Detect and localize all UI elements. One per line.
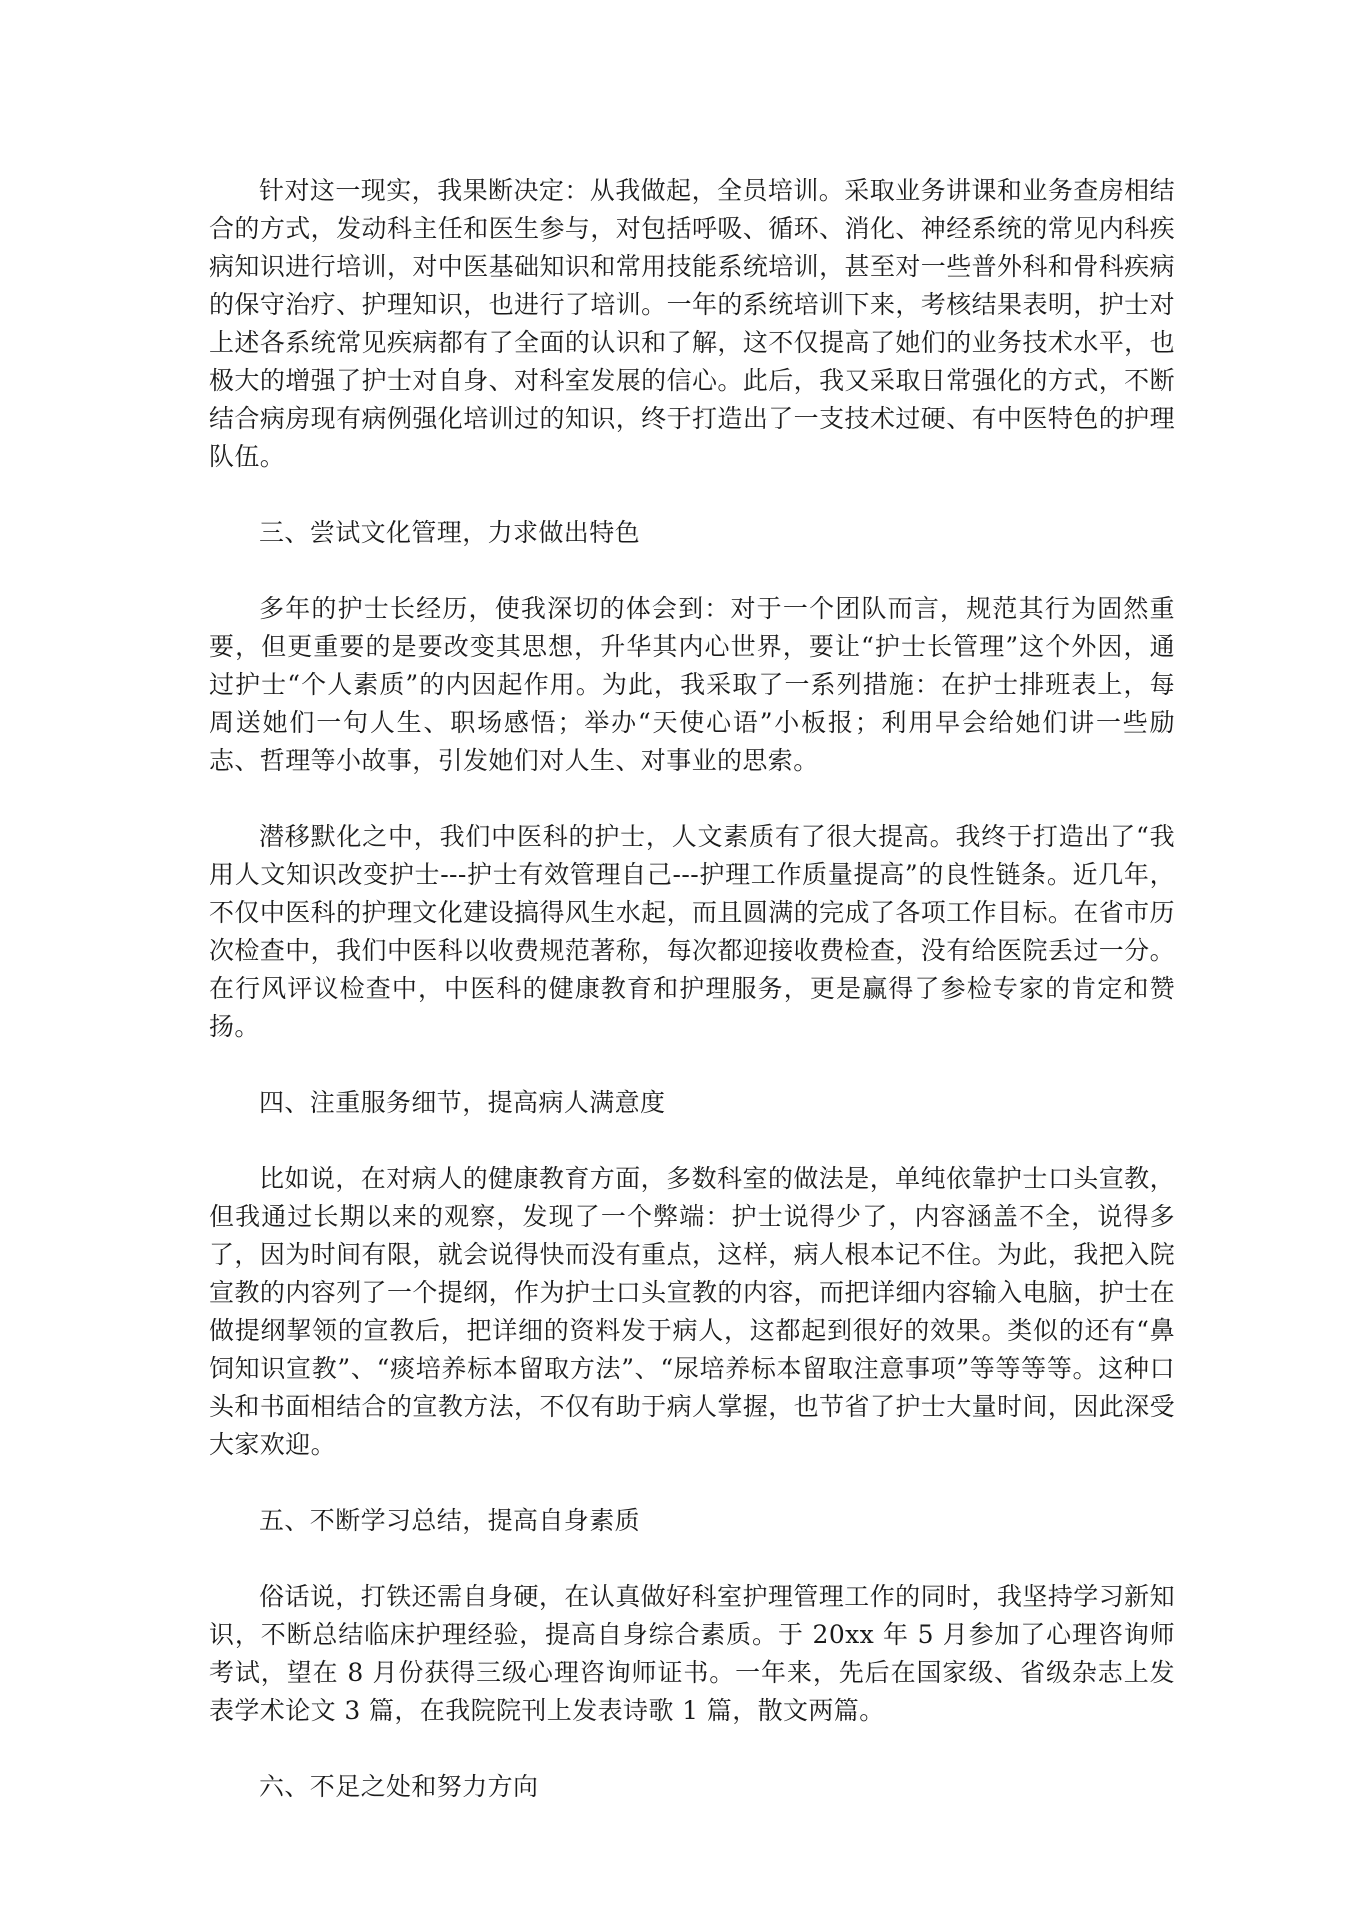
section-heading-6: 六、不足之处和努力方向 [259, 1772, 539, 1801]
section-heading-5: 五、不断学习总结，提高自身素质 [259, 1506, 641, 1535]
paragraph-self-study: 俗话说，打铁还需自身硬，在认真做好科室护理管理工作的同时，我坚持学习新知识，不断总结临床护理经验，提高自身综合素质。于 20xx 年 5 月参加了心理咨询师考试，望在 8 月份获得三级心理咨询师证书。一年来，先后在国家级、省级杂志上发表学术论文 3 篇，在我院院刊上发表诗歌 1 篇，散文两篇。 [209, 1582, 1175, 1725]
paragraph-training: 针对这一现实，我果断决定：从我做起，全员培训。采取业务讲课和业务查房相结合的方式，发动科主任和医生参与，对包括呼吸、循环、消化、神经系统的常见内科疾病知识进行培训，对中医基础知识和常用技能系统培训，甚至对一些普外科和骨科疾病的保守治疗、护理知识，也进行了培训。一年的系统培训下来，考核结果表明，护士对上述各系统常见疾病都有了全面的认识和了解，这不仅提高了她们的业务技术水平，也极大的增强了护士对自身、对科室发展的信心。此后，我又采取日常强化的方式，不断结合病房现有病例强化培训过的知识，终于打造出了一支技术过硬、有中医特色的护理队伍。 [209, 176, 1175, 471]
paragraph-culture-management: 多年的护士长经历，使我深切的体会到：对于一个团队而言，规范其行为固然重要，但更重要的是要改变其思想，升华其内心世界，要让“护士长管理”这个外因，通过护士“个人素质”的内因起作用。为此，我采取了一系列措施：在护士排班表上，每周送她们一句人生、职场感悟；举办“天使心语”小板报；利用早会给她们讲一些励志、哲理等小故事，引发她们对人生、对事业的思索。 [209, 594, 1175, 775]
paragraph-humanities: 潜移默化之中，我们中医科的护士，人文素质有了很大提高。我终于打造出了“我用人文知识改变护士---护士有效管理自己---护理工作质量提高”的良性链条。近几年，不仅中医科的护理文化建设搞得风生水起，而且圆满的完成了各项工作目标。在省市历次检查中，我们中医科以收费规范著称，每次都迎接收费检查，没有给医院丢过一分。在行风评议检查中，中医科的健康教育和护理服务，更是赢得了参检专家的肯定和赞扬。 [209, 822, 1175, 1041]
paragraph-health-education: 比如说，在对病人的健康教育方面，多数科室的做法是，单纯依靠护士口头宣教，但我通过长期以来的观察，发现了一个弊端：护士说得少了，内容涵盖不全，说得多了，因为时间有限，就会说得快而没有重点，这样，病人根本记不住。为此，我把入院宣教的内容列了一个提纲，作为护士口头宣教的内容，而把详细内容输入电脑，护士在做提纲挈领的宣教后，把详细的资料发于病人，这都起到很好的效果。类似的还有“鼻饲知识宣教”、“痰培养标本留取方法”、“尿培养标本留取注意事项”等等等等。这种口头和书面相结合的宣教方法，不仅有助于病人掌握，也节省了护士大量时间，因此深受大家欢迎。 [209, 1164, 1175, 1459]
section-heading-3: 三、尝试文化管理，力求做出特色 [259, 518, 641, 547]
section-heading-4: 四、注重服务细节，提高病人满意度 [259, 1088, 666, 1117]
document-body [209, 172, 1175, 1806]
